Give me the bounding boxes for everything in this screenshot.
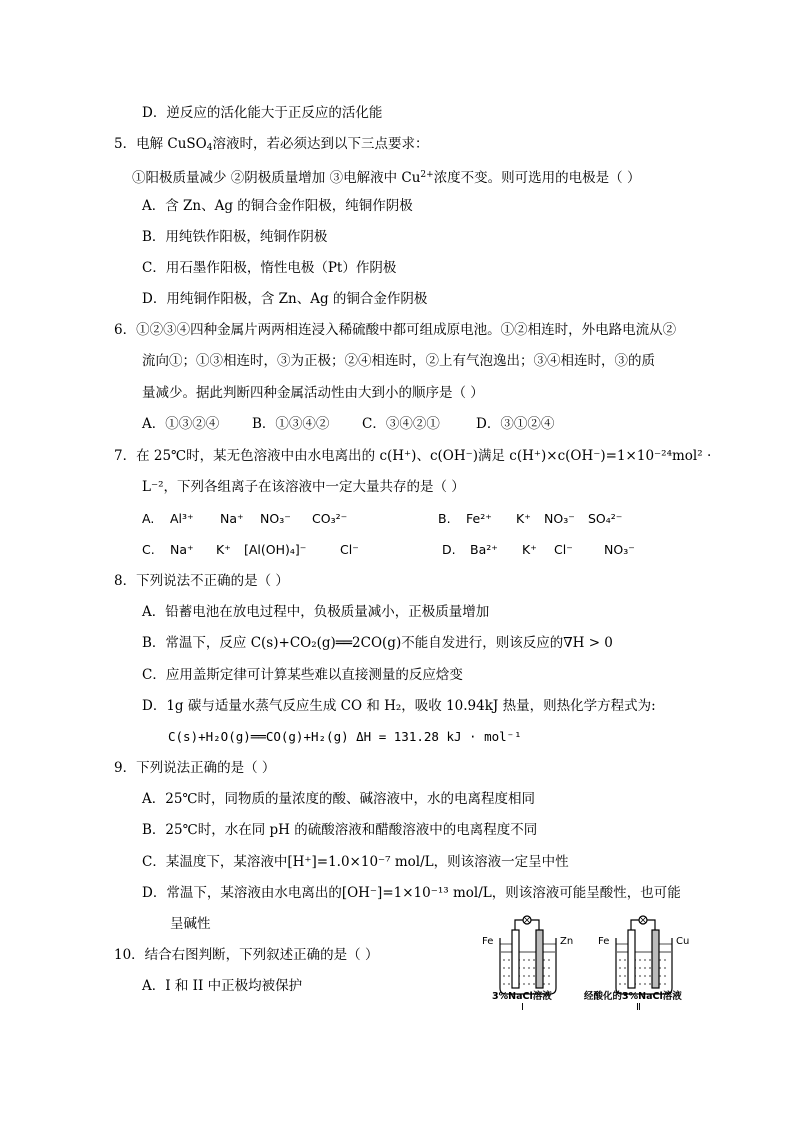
q7-b-ion-4: SO₄²⁻ [588,511,623,526]
q8-option-c: C．应用盖斯定律可计算某些难以直接测量的反应焓变 [142,667,463,683]
cell-one-right-electrode-label: Zn [560,936,574,947]
q5-req-post: 浓度不变。则可选用的电极是（ ） [433,170,641,186]
cell-one-apparatus [500,916,556,994]
q7-c-ion-4: Cl⁻ [340,542,359,557]
q7-a-ion-1: Al³⁺ [170,511,194,526]
q5-stem-sub: 4 [206,143,213,153]
cells-diagram-svg [470,912,710,1022]
q7-a-ion-4: CO₃²⁻ [312,511,348,526]
q4-option-d: D．逆反应的活化能大于正反应的活化能 [142,105,383,121]
q5-requirements [132,166,640,187]
q7-b-ion-2: K⁺ [516,511,531,526]
q7-c-ion-3: [Al(OH)₄]⁻ [244,542,307,557]
q6-line-2: 流向①；①③相连时，③为正极；②④相连时，②上有气泡逸出；③④相连时，③的质 [142,353,655,369]
q9-option-d-line-2: 呈碱性 [170,916,211,932]
q6-line-1: 6．①②③④四种金属片两两相连浸入稀硫酸中都可组成原电池。①②相连时，外电路电流从② [114,322,677,338]
q9-option-b: B．25℃时，水在同 pH 的硫酸溶液和醋酸溶液中的电离程度不同 [142,822,538,838]
q9-stem: 9．下列说法正确的是（ ） [114,760,276,776]
q7-line-1: 7．在 25℃时，某无色溶液中由水电离出的 c(H⁺)、c(OH⁻)满足 c(H⁺)×c(OH⁻)=1×10⁻²⁴mol² · [114,448,712,464]
q6-line-3: 量减少。据此判断四种金属活动性由大到小的顺序是（ ） [142,385,484,401]
q7-c-label: C. [142,542,155,557]
q7-line-2: L⁻²，下列各组离子在该溶液中一定大量共存的是（ ） [142,479,465,495]
q5-req-pre: ①阳极质量减少 ②阴极质量增加 ③电解液中 Cu [132,170,421,186]
cell-two-numeral: Ⅱ [636,1002,641,1013]
electrochemical-cells-figure [470,912,710,1022]
q7-b-label: B. [438,511,451,526]
q5-option-a: A．含 Zn、Ag 的铜合金作阳极，纯铜作阴极 [142,198,413,214]
q7-c-ion-2: K⁺ [216,542,231,557]
q7-a-ion-2: Na⁺ [220,511,244,526]
q8-option-d: D．1g 碳与适量水蒸气反应生成 CO 和 H₂，吸收 10.94kJ 热量，则热化学方程式为: [142,698,656,714]
q7-b-ion-1: Fe²⁺ [466,511,492,526]
cell-two-caption: 经酸化的3%NaCl溶液 [584,991,682,1002]
cell-one-caption: 3%NaCl溶液 [492,991,552,1002]
q7-a-label: A. [142,511,155,526]
cell-two-right-electrode-label: Cu [676,936,690,947]
q6-option-a: A．①③②④ [142,416,220,432]
q9-option-a: A．25℃时，同物质的量浓度的酸、碱溶液中，水的电离程度相同 [142,791,536,807]
q7-b-ion-3: NO₃⁻ [544,511,575,526]
q5-option-d: D．用纯铜作阳极，含 Zn、Ag 的铜合金作阴极 [142,291,428,307]
q6-option-c: C．③④②① [362,416,440,432]
q5-req-sup: 2+ [420,170,434,180]
q9-option-c: C．某温度下，某溶液中[H⁺]=1.0×10⁻⁷ mol/L，则该溶液一定呈中性 [142,854,569,870]
q6-option-d: D．③①②④ [476,416,555,432]
q5-option-b: B．用纯铁作阳极，纯铜作阴极 [142,229,328,245]
q8-stem: 8．下列说法不正确的是（ ） [114,573,289,589]
q7-a-ion-3: NO₃⁻ [260,511,291,526]
q7-d-ion-1: Ba²⁺ [470,542,498,557]
q10-stem: 10．结合右图判断，下列叙述正确的是（ ） [114,947,379,963]
cell-one-left-electrode-label: Fe [482,936,494,947]
q8-option-b: B．常温下，反应 C(s)+CO₂(g)══2CO(g)不能自发进行，则该反应的∇H > 0 [142,635,613,651]
q6-option-b: B．①③④② [252,416,330,432]
q7-d-label: D. [442,542,456,557]
q7-c-ion-1: Na⁺ [170,542,194,557]
q8-option-a: A．铅蓄电池在放电过程中，负极质量减小，正极质量增加 [142,604,490,620]
cell-two-left-electrode-label: Fe [598,936,610,947]
cell-two-apparatus [616,916,672,994]
q5-stem-pre: 5．电解 CuSO [114,136,207,152]
q5-stem-post: 溶液时，若必须达到以下三点要求： [212,136,429,152]
q10-option-a: A．I 和 II 中正极均被保护 [142,978,303,994]
q5-option-c: C．用石墨作阳极，惰性电极（Pt）作阴极 [142,260,397,276]
q8-equation: C(s)+H₂O(g)══CO(g)+H₂(g) ΔH = 131.28 kJ · mol⁻¹ [168,729,522,744]
cell-one-numeral: Ⅰ [521,1002,524,1013]
q5-stem [114,135,428,157]
q7-d-ion-4: NO₃⁻ [604,542,635,557]
q7-d-ion-2: K⁺ [522,542,537,557]
q7-d-ion-3: Cl⁻ [554,542,573,557]
q9-option-d-line-1: D．常温下，某溶液由水电离出的[OH⁻]=1×10⁻¹³ mol/L，则该溶液可能呈酸性，也可能 [142,885,681,901]
